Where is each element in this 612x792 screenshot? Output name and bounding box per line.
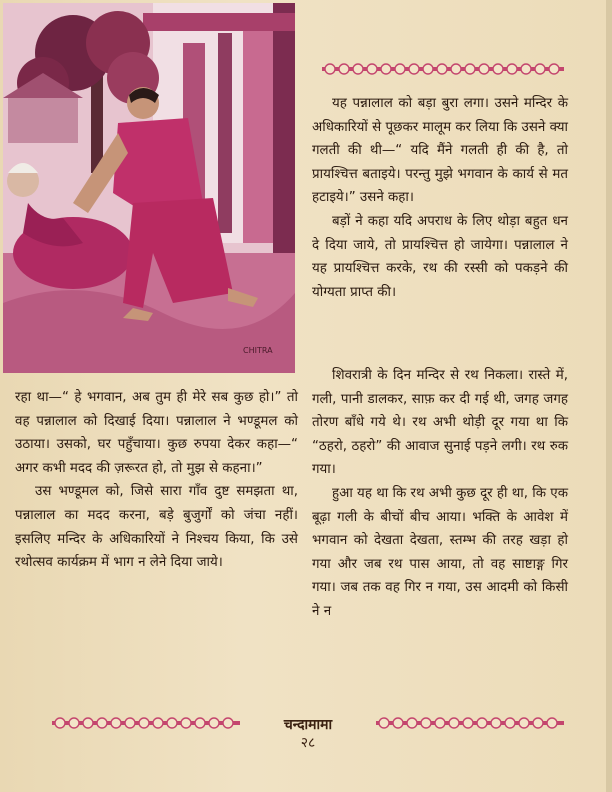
paragraph: बड़ों ने कहा यदि अपराध के लिए थोड़ा बहुत धन दे दिया जाये, तो प्रायश्चित्त हो जायेगा। पन्नालाल ने यह प्रायश्चित्त करके, रथ की रस्सी को पकड़ने की योग्यता प्राप्त की।: [312, 213, 568, 300]
magazine-title: चन्दामामा: [283, 717, 333, 733]
ornament-icon: [376, 716, 564, 730]
decorative-border-bottom-right: [376, 716, 564, 730]
paragraph: उस भण्डूमल को, जिसे सारा गाँव दुष्ट समझता था, पन्नालाल का मदद करना, बड़े बुजुर्गों को जंचा नहीं। इसलिए मन्दिर के अधिकारियों ने निश्चय किया, कि उसे रथोत्सव कार्यक्रम में भाग न लेने दिया जाये।: [15, 484, 298, 571]
decorative-border-bottom-left: [52, 716, 240, 730]
paragraph: हुआ यह था कि रथ अभी कुछ दूर ही था, कि एक बूढ़ा गली के बीचों बीच आया। भक्ति के आवेश में भगवान को देखता देखता, स्तम्भ की तरह खड़ा हो गया और जब रथ पास आया, तो वह साष्टाङ्ग गिर गया। जब तक वह गिर न गया, उस आदमी को किसी ने न: [312, 485, 568, 619]
ornament-icon: [322, 62, 564, 76]
left-column: [15, 386, 298, 575]
decorative-border-top: [322, 62, 564, 76]
right-column-bottom: [312, 364, 568, 624]
ornament-icon: [52, 716, 240, 730]
paragraph: शिवरात्री के दिन मन्दिर से रथ निकला। रास्ते में, गली, पानी डालकर, साफ़ कर दी गई थी, जगह जगह तोरण बाँधे गये थे। रथ अभी थोड़ी दूर गया था कि “ठहरो, ठहरो” की आवाज सुनाई पड़ने लगी। रथ रुक गया।: [312, 368, 568, 478]
temple-scene-illustration: [3, 3, 295, 373]
page-edge: [606, 0, 612, 792]
story-illustration: [3, 3, 295, 373]
paragraph: यह पन्नालाल को बड़ा बुरा लगा। उसने मन्दिर के अधिकारियों से पूछकर मालूम कर लिया कि उसने क्या गलती की थी—“ यदि मैंने गलती ही की है, तो प्रायश्चित्त बताइये। परन्तु मुझे भगवान के कार्य से मत हटाइये।” उसने कहा।: [312, 96, 568, 206]
right-column-top: [312, 92, 568, 304]
page-number: २८: [300, 735, 316, 751]
paragraph: रहा था—“ हे भगवान, अब तुम ही मेरे सब कुछ हो।” तो वह पन्नालाल को दिखाई दिया। पन्नालाल ने भण्डूमल को उठाया। उसको, घर पहुँचाया। कुछ रुपया देकर कहा—“ अगर कभी मदद की ज़रूरत हो, तो मुझ से कहना।”: [15, 390, 298, 476]
illustrator-signature: CHITRA: [243, 346, 273, 355]
